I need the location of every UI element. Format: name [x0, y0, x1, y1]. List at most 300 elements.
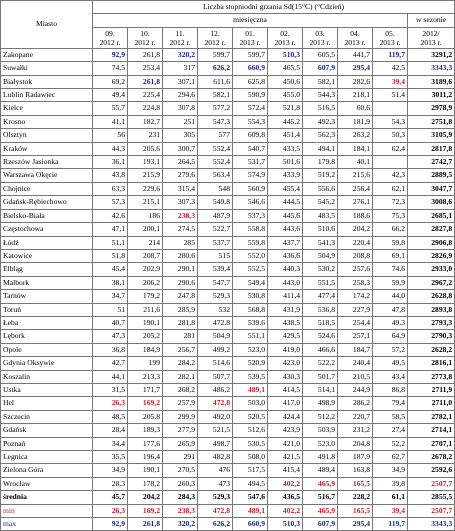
value-cell: 274,5: [163, 223, 198, 236]
value-cell: 40,1: [338, 156, 373, 169]
value-cell: 2507,7: [408, 477, 455, 490]
city-cell: Zakopane: [1, 48, 93, 61]
value-cell: 57,2: [373, 343, 408, 356]
value-cell: 41,1: [93, 115, 128, 128]
value-cell: 503,0: [233, 397, 268, 410]
value-cell: 291: [163, 451, 198, 464]
value-cell: 437,7: [268, 236, 303, 249]
value-cell: 187,9: [338, 451, 373, 464]
city-cell: Łódź: [1, 236, 93, 249]
value-cell: 2773,8: [408, 370, 455, 383]
value-cell: 320,2: [163, 518, 198, 531]
value-cell: 205,8: [128, 410, 163, 423]
value-cell: 2711,0: [408, 397, 455, 410]
value-cell: 544,3: [303, 89, 338, 102]
value-cell: 2628,8: [408, 290, 455, 303]
value-cell: 2827,8: [408, 223, 455, 236]
value-cell: 295,4: [338, 518, 373, 531]
value-cell: 214: [128, 236, 163, 249]
value-cell: 559,8: [233, 236, 268, 249]
value-cell: 251: [163, 115, 198, 128]
value-cell: 193,1: [128, 156, 163, 169]
value-cell: 532: [198, 303, 233, 316]
value-cell: 59,8: [373, 236, 408, 249]
value-cell: 294,6: [163, 89, 198, 102]
value-cell: 2714,1: [408, 424, 455, 437]
value-cell: 284,3: [163, 491, 198, 504]
value-cell: 202,9: [128, 263, 163, 276]
table-row: [1, 48, 455, 61]
value-cell: 494,5: [233, 477, 268, 490]
value-cell: 537,7: [198, 236, 233, 249]
city-cell: Gdańsk: [1, 424, 93, 437]
value-cell: 49,4: [93, 89, 128, 102]
value-cell: 290,6: [163, 276, 198, 289]
month-header: 11. 2012 r.: [163, 27, 198, 48]
value-cell: 253,4: [128, 62, 163, 75]
value-cell: 2816,1: [408, 357, 455, 370]
value-cell: 264,5: [163, 156, 198, 169]
value-cell: 436,6: [268, 249, 303, 262]
value-cell: 36,8: [93, 343, 128, 356]
value-cell: 227,9: [338, 303, 373, 316]
value-cell: 2967,2: [408, 276, 455, 289]
value-cell: 539,5: [233, 370, 268, 383]
value-cell: 2751,8: [408, 115, 455, 128]
value-cell: 171,7: [128, 383, 163, 396]
value-cell: 300,7: [163, 142, 198, 155]
value-cell: 225,4: [128, 89, 163, 102]
value-cell: 256,4: [338, 182, 373, 195]
value-cell: 607,9: [303, 62, 338, 75]
value-cell: 3011,2: [408, 89, 455, 102]
table-row: [1, 316, 455, 329]
month-header: 05. 2013 r.: [373, 27, 408, 48]
value-cell: 72,3: [373, 196, 408, 209]
value-cell: 244,9: [338, 383, 373, 396]
value-cell: 599,7: [198, 48, 233, 61]
city-cell: Olsztyn: [1, 129, 93, 142]
value-cell: 254,4: [338, 316, 373, 329]
table-row: [1, 236, 455, 249]
value-cell: 2826,9: [408, 249, 455, 262]
value-cell: 504,9: [198, 330, 233, 343]
value-cell: 188,6: [338, 209, 373, 222]
city-column-header: Miasto: [1, 1, 93, 49]
value-cell: 611,6: [198, 75, 233, 88]
table-row: [1, 102, 455, 115]
table-row: [1, 504, 455, 517]
value-cell: 34,7: [93, 290, 128, 303]
value-cell: 465,9: [303, 504, 338, 517]
value-cell: 240,4: [338, 357, 373, 370]
value-cell: 51,8: [93, 249, 128, 262]
value-cell: 190,1: [128, 316, 163, 329]
value-cell: 51: [93, 303, 128, 316]
value-cell: 281,8: [163, 316, 198, 329]
value-cell: 92,9: [93, 518, 128, 531]
value-cell: 3343,3: [408, 518, 455, 531]
value-cell: 568,8: [233, 303, 268, 316]
value-cell: 419,0: [268, 343, 303, 356]
city-cell: Kraków: [1, 142, 93, 155]
table-row: [1, 383, 455, 396]
table-row: [1, 464, 455, 477]
value-cell: 489,1: [233, 504, 268, 517]
value-cell: 554,3: [233, 115, 268, 128]
value-cell: 510,6: [303, 223, 338, 236]
table-row: [1, 477, 455, 490]
value-cell: 539,4: [198, 263, 233, 276]
value-cell: 522,2: [303, 357, 338, 370]
table-row: [1, 129, 455, 142]
value-cell: 28,3: [93, 477, 128, 490]
value-cell: 186: [128, 209, 163, 222]
value-cell: 441,7: [338, 48, 373, 61]
value-cell: 487,9: [198, 209, 233, 222]
value-cell: 491,8: [303, 451, 338, 464]
table-row: [1, 169, 455, 182]
value-cell: 472,8: [198, 316, 233, 329]
table-row: [1, 182, 455, 195]
value-cell: 582,1: [198, 89, 233, 102]
value-cell: 59,9: [373, 276, 408, 289]
value-cell: 521,5: [198, 424, 233, 437]
value-cell: 501,6: [268, 156, 303, 169]
value-cell: 317: [163, 62, 198, 75]
value-cell: 74,5: [93, 62, 128, 75]
monthly-group-header: miesięczna: [93, 14, 408, 27]
value-cell: 279,6: [163, 169, 198, 182]
value-cell: 546,6: [233, 196, 268, 209]
value-cell: 2978,9: [408, 102, 455, 115]
value-cell: 486,2: [198, 383, 233, 396]
table-row: [1, 156, 455, 169]
value-cell: 43,4: [373, 370, 408, 383]
value-cell: 466,6: [303, 343, 338, 356]
value-cell: 465,9: [303, 477, 338, 490]
value-cell: 205,6: [128, 142, 163, 155]
value-cell: 92,9: [93, 48, 128, 61]
value-cell: 282,6: [338, 75, 373, 88]
value-cell: 231,2: [338, 424, 373, 437]
value-cell: 489,1: [233, 383, 268, 396]
value-cell: 530,5: [233, 437, 268, 450]
value-cell: 62,1: [373, 182, 408, 195]
value-cell: 208,8: [338, 249, 373, 262]
value-cell: 626,2: [198, 62, 233, 75]
value-cell: 181,9: [338, 115, 373, 128]
value-cell: 516,7: [303, 491, 338, 504]
value-cell: 62,4: [373, 142, 408, 155]
value-cell: 206,2: [128, 276, 163, 289]
value-cell: 2628,2: [408, 343, 455, 356]
value-cell: 204,8: [338, 437, 373, 450]
value-cell: 626,2: [198, 518, 233, 531]
value-cell: 2893,8: [408, 303, 455, 316]
value-cell: 39,4: [373, 504, 408, 517]
value-cell: 477,4: [303, 290, 338, 303]
value-cell: 520,9: [233, 357, 268, 370]
value-cell: 43,8: [93, 169, 128, 182]
value-cell: 411,4: [268, 290, 303, 303]
value-cell: 261,8: [128, 518, 163, 531]
table-row: [1, 370, 455, 383]
value-cell: 165,5: [338, 504, 373, 517]
value-cell: 52,2: [373, 437, 408, 450]
city-cell: Krosno: [1, 115, 93, 128]
value-cell: 28,4: [93, 424, 128, 437]
value-cell: 47,1: [93, 223, 128, 236]
value-cell: 537,3: [233, 209, 268, 222]
value-cell: 518,5: [303, 316, 338, 329]
value-cell: 431,9: [268, 303, 303, 316]
city-cell: Poznań: [1, 437, 93, 450]
value-cell: 189,3: [128, 424, 163, 437]
value-cell: 443,0: [268, 276, 303, 289]
value-cell: 228,2: [338, 491, 373, 504]
table-row: [1, 290, 455, 303]
table-row: [1, 62, 455, 75]
value-cell: 2678,2: [408, 451, 455, 464]
value-cell: 465,5: [268, 62, 303, 75]
value-cell: 472,8: [198, 397, 233, 410]
value-cell: 63,3: [93, 182, 128, 195]
value-cell: 417,0: [268, 397, 303, 410]
value-cell: 315,4: [163, 182, 198, 195]
value-cell: 424,4: [268, 410, 303, 423]
value-cell: 215,9: [128, 169, 163, 182]
value-cell: 49,3: [373, 316, 408, 329]
value-cell: 2707,1: [408, 437, 455, 450]
value-cell: 529,3: [198, 290, 233, 303]
value-cell: 515: [198, 249, 233, 262]
value-cell: 39,8: [373, 477, 408, 490]
value-cell: 402,2: [268, 477, 303, 490]
value-cell: 549,4: [233, 276, 268, 289]
value-cell: 2685,1: [408, 209, 455, 222]
table-row: [1, 518, 455, 531]
value-cell: 51,4: [373, 89, 408, 102]
value-cell: 552,4: [198, 142, 233, 155]
value-cell: 455,0: [268, 89, 303, 102]
value-cell: 307,1: [163, 75, 198, 88]
value-cell: 177,6: [128, 437, 163, 450]
value-cell: 238,3: [163, 209, 198, 222]
city-cell: Toruń: [1, 303, 93, 316]
season-group-header: w sezonie: [408, 14, 455, 27]
value-cell: 440,3: [268, 263, 303, 276]
value-cell: 320,2: [163, 48, 198, 61]
value-cell: 257,6: [338, 263, 373, 276]
value-cell: 307,3: [163, 196, 198, 209]
value-cell: 421,5: [268, 451, 303, 464]
value-cell: 660,9: [233, 518, 268, 531]
value-cell: 247,8: [163, 290, 198, 303]
value-cell: 179,8: [303, 156, 338, 169]
city-cell: Szczecin: [1, 410, 93, 423]
value-cell: 421,0: [268, 437, 303, 450]
value-cell: 204,2: [338, 223, 373, 236]
value-cell: 2855,5: [408, 491, 455, 504]
value-cell: 215,6: [338, 169, 373, 182]
value-cell: 558,8: [233, 223, 268, 236]
value-cell: 492,3: [303, 115, 338, 128]
value-cell: 62,7: [373, 451, 408, 464]
value-cell: 169,2: [128, 504, 163, 517]
table-row: [1, 142, 455, 155]
value-cell: 545,2: [303, 196, 338, 209]
table-row: [1, 451, 455, 464]
table-title: Liczba stopniodni grzania Sd(15°C) (°Cdzień): [93, 1, 455, 14]
value-cell: 510,3: [268, 48, 303, 61]
value-cell: 2742,7: [408, 156, 455, 169]
table-row: [1, 75, 455, 88]
value-cell: 34,9: [373, 464, 408, 477]
value-cell: 445,2: [268, 115, 303, 128]
value-cell: 42,3: [373, 169, 408, 182]
value-cell: 285: [163, 236, 198, 249]
city-cell: min: [1, 504, 93, 517]
value-cell: 2782,1: [408, 410, 455, 423]
city-cell: Opole: [1, 343, 93, 356]
value-cell: 69,2: [93, 75, 128, 88]
value-cell: 548: [198, 182, 233, 195]
table-row: [1, 223, 455, 236]
value-cell: 268,2: [163, 383, 198, 396]
value-cell: 529,3: [198, 491, 233, 504]
value-cell: 504,9: [303, 249, 338, 262]
value-cell: 27,4: [373, 424, 408, 437]
value-cell: 2592,6: [408, 464, 455, 477]
table-row: [1, 89, 455, 102]
value-cell: 547,6: [233, 491, 268, 504]
value-cell: 163,8: [338, 464, 373, 477]
value-cell: 265,9: [163, 437, 198, 450]
value-cell: 285,9: [163, 303, 198, 316]
value-cell: 2793,3: [408, 316, 455, 329]
city-cell: Elbląg: [1, 263, 93, 276]
value-cell: 498,9: [303, 397, 338, 410]
value-cell: 257,1: [338, 330, 373, 343]
value-cell: 220,4: [338, 236, 373, 249]
city-cell: Malbork: [1, 276, 93, 289]
month-header: 12. 2012 r.: [198, 27, 233, 48]
value-cell: 200,1: [128, 223, 163, 236]
value-cell: 39,4: [373, 75, 408, 88]
value-cell: 47,3: [93, 330, 128, 343]
value-cell: 61,1: [373, 491, 408, 504]
value-cell: 3291,2: [408, 48, 455, 61]
value-cell: 34,9: [93, 464, 128, 477]
value-cell: 498,7: [198, 437, 233, 450]
city-cell: średnia: [1, 491, 93, 504]
value-cell: 551,1: [233, 330, 268, 343]
value-cell: 238,3: [163, 504, 198, 517]
value-cell: 547,3: [198, 115, 233, 128]
value-cell: 44,1: [93, 370, 128, 383]
city-cell: Lębork: [1, 330, 93, 343]
value-cell: 514,6: [198, 357, 233, 370]
value-cell: 35,5: [93, 451, 128, 464]
value-cell: 263,2: [338, 129, 373, 142]
value-cell: 56: [93, 129, 128, 142]
value-cell: 499,2: [198, 343, 233, 356]
value-cell: 547,7: [198, 276, 233, 289]
table-row: [1, 357, 455, 370]
value-cell: 210,5: [338, 370, 373, 383]
value-cell: 510,3: [268, 518, 303, 531]
value-cell: 552,5: [233, 263, 268, 276]
value-cell: 215,1: [128, 196, 163, 209]
value-cell: 507,7: [198, 370, 233, 383]
value-cell: 2711,9: [408, 383, 455, 396]
city-cell: Kielce: [1, 102, 93, 115]
table-row: [1, 115, 455, 128]
value-cell: 501,7: [303, 370, 338, 383]
city-cell: Gdańsk-Rębiechowo: [1, 196, 93, 209]
value-cell: 218,1: [338, 89, 373, 102]
value-cell: 552,4: [198, 156, 233, 169]
value-cell: 42,7: [93, 357, 128, 370]
value-cell: 3343,3: [408, 62, 455, 75]
value-cell: 536,8: [303, 303, 338, 316]
value-cell: 539,6: [233, 316, 268, 329]
value-cell: 483,5: [303, 209, 338, 222]
value-cell: 429,5: [268, 330, 303, 343]
table-row: [1, 209, 455, 222]
value-cell: 280,6: [163, 249, 198, 262]
value-cell: 443,6: [268, 223, 303, 236]
value-cell: 54,3: [373, 115, 408, 128]
value-cell: 522,7: [198, 223, 233, 236]
value-cell: 184,9: [128, 343, 163, 356]
table-row: [1, 491, 455, 504]
value-cell: 2906,8: [408, 236, 455, 249]
value-cell: 47,8: [373, 303, 408, 316]
value-cell: 196,4: [128, 451, 163, 464]
value-cell: 208,7: [128, 249, 163, 262]
table-row: [1, 303, 455, 316]
value-cell: 556,6: [303, 182, 338, 195]
value-cell: 86,8: [373, 383, 408, 396]
value-cell: 36,1: [93, 156, 128, 169]
value-cell: 281: [163, 330, 198, 343]
value-cell: 49,5: [373, 357, 408, 370]
value-cell: 66,2: [373, 223, 408, 236]
value-cell: 582,1: [303, 75, 338, 88]
value-cell: 58,5: [373, 410, 408, 423]
value-cell: 44,3: [93, 142, 128, 155]
table-row: [1, 276, 455, 289]
value-cell: 482,8: [198, 451, 233, 464]
value-cell: 523,0: [303, 437, 338, 450]
value-cell: 299,9: [163, 410, 198, 423]
value-cell: 179,2: [128, 290, 163, 303]
city-cell: Łeba: [1, 316, 93, 329]
value-cell: 51,1: [93, 236, 128, 249]
city-cell: Wrocław: [1, 477, 93, 490]
value-cell: 295,4: [338, 62, 373, 75]
value-cell: 174,2: [338, 290, 373, 303]
value-cell: 599,7: [233, 48, 268, 61]
value-cell: 184,1: [338, 142, 373, 155]
value-cell: 290,1: [163, 263, 198, 276]
month-header: 01. 2013 r.: [233, 27, 268, 48]
month-header: 02. 2013 r.: [268, 27, 303, 48]
value-cell: 38,1: [93, 276, 128, 289]
value-cell: 45,4: [93, 263, 128, 276]
